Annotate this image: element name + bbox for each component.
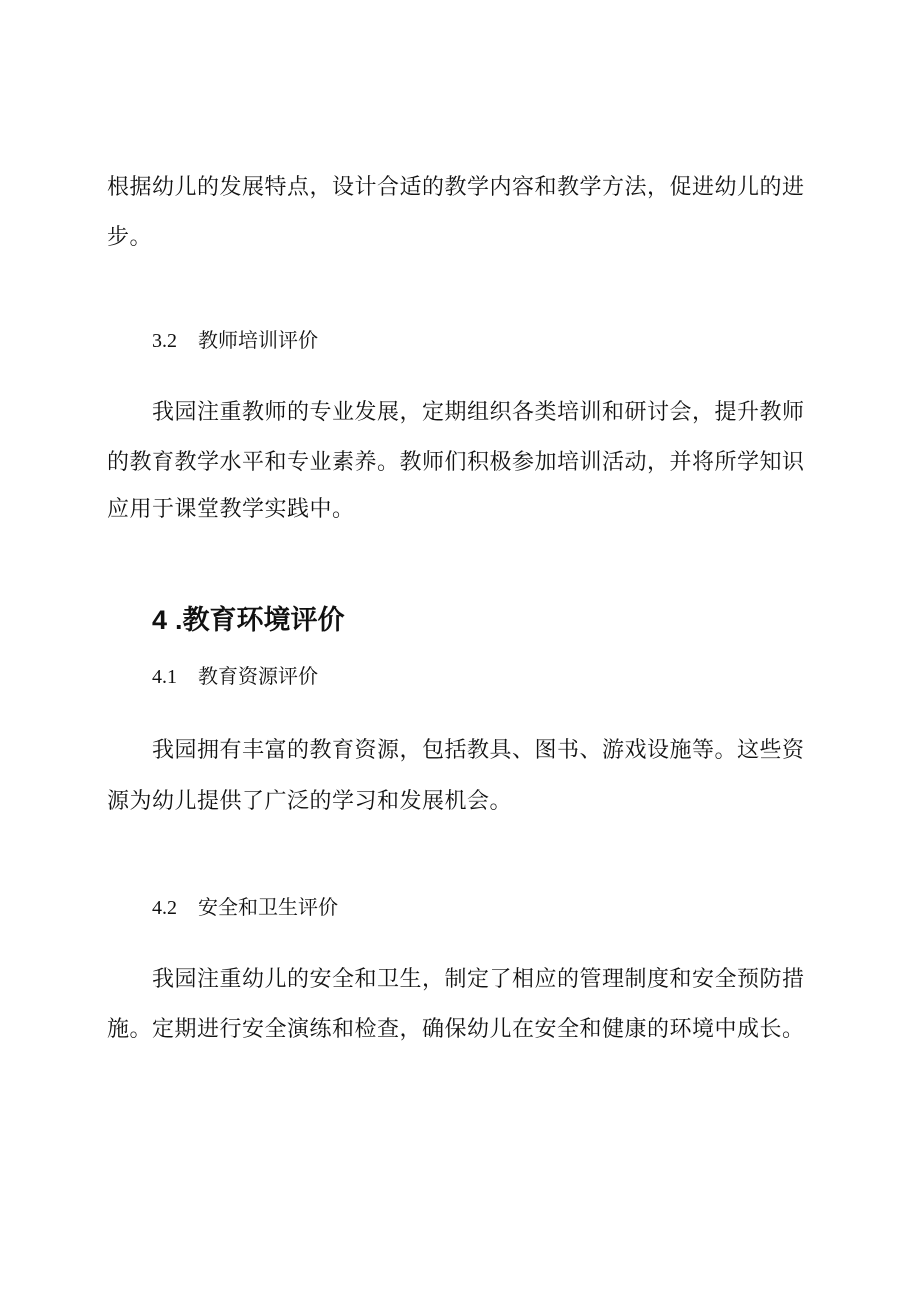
paragraph-line: 我园注重教师的专业发展，定期组织各类培训和研讨会，提升教师: [152, 400, 805, 425]
paragraph-line: 我园注重幼儿的安全和卫生，制定了相应的管理制度和安全预防措: [152, 967, 805, 992]
subsection-number: 3.2: [152, 330, 177, 352]
subsection-number: 4.2: [152, 897, 177, 919]
subsection-heading-3-2: [152, 326, 318, 355]
paragraph-line: 步。: [107, 225, 153, 250]
paragraph-line: 施。定期进行安全演练和检查，确保幼儿在安全和健康的环境中成长。: [107, 1017, 805, 1042]
section-title: 教育环境评价: [182, 605, 345, 636]
subsection-heading-4-2: [152, 893, 338, 922]
paragraph-line: 根据幼儿的发展特点，设计合适的教学内容和教学方法，促进幼儿的进: [107, 175, 805, 200]
subsection-title: 教师培训评价: [198, 328, 318, 352]
subsection-title: 安全和卫生评价: [198, 895, 338, 919]
paragraph-line: 应用于课堂教学实践中。: [107, 497, 355, 522]
subsection-title: 教育资源评价: [198, 664, 318, 688]
paragraph-line: 我园拥有丰富的教育资源，包括教具、图书、游戏设施等。这些资: [152, 738, 805, 763]
paragraph-line: 的教育教学水平和专业素养。教师们积极参加培训活动，并将所学知识: [107, 450, 805, 475]
subsection-number: 4.1: [152, 666, 177, 688]
paragraph-line: 源为幼儿提供了广泛的学习和发展机会。: [107, 789, 513, 814]
section-number-dot: .: [175, 605, 183, 635]
section-heading-4: [152, 602, 345, 639]
subsection-heading-4-1: [152, 662, 318, 691]
section-number: 4: [152, 605, 168, 635]
